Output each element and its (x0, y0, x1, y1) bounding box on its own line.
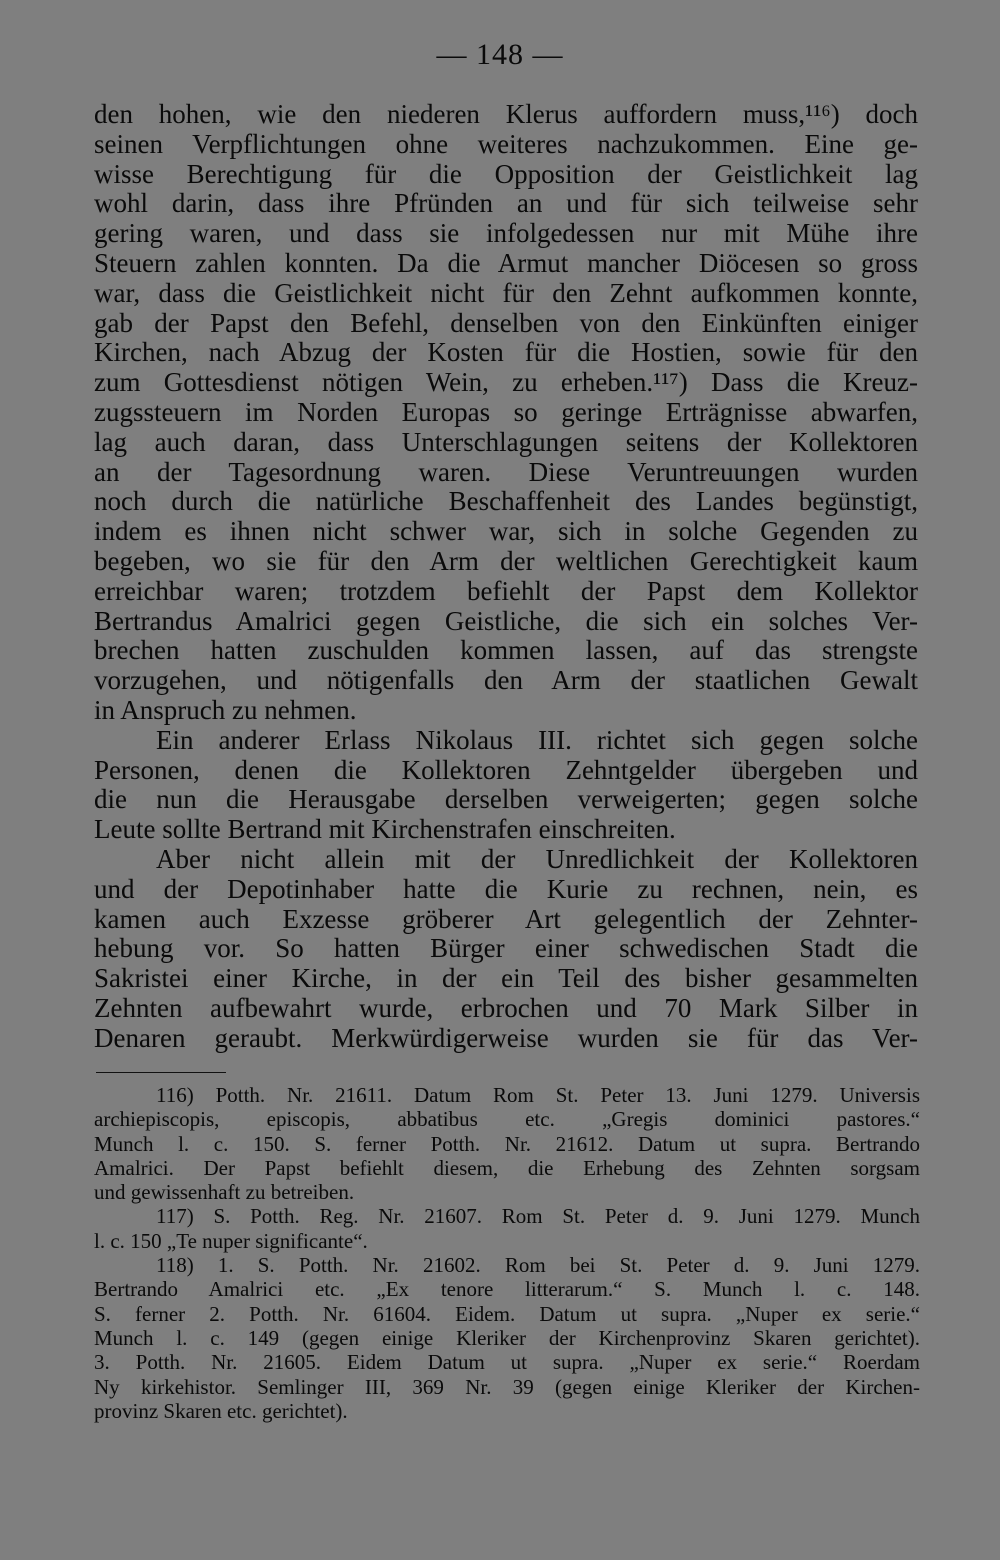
footnote-line: Bertrando Amalrici etc. „Ex tenore litterarum.“ S. Munch l. c. 148. (94, 1277, 920, 1302)
body-line: gab der Papst den Befehl, denselben von den Einkünften einiger (94, 307, 918, 338)
body-line: vorzugehen, und nötigenfalls den Arm der staatlichen Gewalt (94, 665, 918, 696)
body-line: Sakristei einer Kirche, in der ein Teil des bisher gesammelten (94, 963, 918, 994)
paragraph-start-line: Ein anderer Erlass Nikolaus III. richtet sich gegen solche (156, 724, 918, 755)
body-line: in Anspruch zu nehmen. (94, 694, 357, 725)
body-line: erreichbar waren; trotzdem befiehlt der Papst dem Kollektor (94, 575, 918, 606)
body-line: gering waren, und dass sie infolgedessen nur mit Mühe ihre (94, 218, 918, 249)
footnote-line: und gewissenhaft zu betreiben. (94, 1180, 355, 1205)
body-line: lag auch daran, dass Unterschlagungen seitens der Kollektoren (94, 426, 918, 457)
body-line: war, dass die Geistlichkeit nicht für den Zehnt aufkommen konnte, (94, 277, 918, 308)
body-line: kamen auch Exzesse gröberer Art gelegentlich der Zehnter- (94, 903, 918, 934)
body-line: hebung vor. So hatten Bürger einer schwedischen Stadt die (94, 933, 918, 964)
footnote-line: Ny kirkehistor. Semlinger III, 369 Nr. 39 (gegen einige Kleriker der Kirchen- (94, 1374, 920, 1399)
body-text (94, 100, 918, 1054)
body-line: und der Depotinhaber hatte die Kurie zu rechnen, nein, es (94, 873, 918, 904)
body-line: Zehnten aufbewahrt wurde, erbrochen und 70 Mark Silber in (94, 992, 918, 1023)
footnote-line: provinz Skaren etc. gerichtet). (94, 1398, 348, 1423)
footnote-divider (96, 1072, 226, 1073)
paragraph-start-line: Aber nicht allein mit der Unredlichkeit der Kollektoren (156, 843, 918, 874)
footnote-line: Amalrici. Der Papst befiehlt diesem, die Erhebung des Zehnten sorgsam (94, 1155, 920, 1180)
body-line: den hohen, wie den niederen Klerus auffordern muss,¹¹⁶) doch (94, 99, 918, 129)
body-line: brechen hatten zuschulden kommen lassen, auf das strengste (94, 635, 918, 666)
footnote-line: 118) 1. S. Potth. Nr. 21602. Rom bei St. Peter d. 9. Juni 1279. (156, 1253, 920, 1278)
footnote-line: 116) Potth. Nr. 21611. Datum Rom St. Peter 13. Juni 1279. Universis (156, 1083, 920, 1107)
footnote-line: l. c. 150 „Te nuper significante“. (94, 1228, 368, 1253)
body-line: begeben, wo sie für den Arm der weltlichen Gerechtigkeit kaum (94, 545, 918, 576)
body-line: Leute sollte Bertrand mit Kirchenstrafen einschreiten. (94, 814, 676, 845)
body-line: Steuern zahlen konnten. Da die Armut mancher Diöcesen so gross (94, 247, 918, 278)
body-line: noch durch die natürliche Beschaffenheit des Landes begünstigt, (94, 486, 918, 517)
footnote-line: 117) S. Potth. Reg. Nr. 21607. Rom St. Peter d. 9. Juni 1279. Munch (156, 1204, 920, 1229)
body-line: an der Tagesordnung waren. Diese Veruntreuungen wurden (94, 456, 918, 487)
body-line: wohl darin, dass ihre Pfründen an und für sich teilweise sehr (94, 188, 918, 219)
footnote-line: Munch l. c. 150. S. ferner Potth. Nr. 21612. Datum ut supra. Bertrando (94, 1131, 920, 1156)
body-line: Denaren geraubt. Merkwürdigerweise wurden sie für das Ver- (94, 1022, 918, 1053)
body-line: Bertrandus Amalrici gegen Geistliche, die sich ein solches Ver- (94, 605, 918, 636)
body-line: die nun die Herausgabe derselben verweigerten; gegen solche (94, 784, 918, 815)
body-line: Personen, denen die Kollektoren Zehntgelder übergeben und (94, 754, 918, 785)
footnotes (94, 1083, 920, 1423)
body-line: zugssteuern im Norden Europas so geringe Erträgnisse abwarfen, (94, 396, 918, 427)
body-line: seinen Verpflichtungen ohne weiteres nachzukommen. Eine ge- (94, 128, 918, 159)
body-line: indem es ihnen nicht schwer war, sich in solche Gegenden zu (94, 516, 918, 547)
footnote-line: 3. Potth. Nr. 21605. Eidem Datum ut supra. „Nuper ex serie.“ Roerdam (94, 1350, 920, 1375)
footnote-line: archiepiscopis, episcopis, abbatibus etc. „Gregis dominici pastores.“ (94, 1107, 920, 1132)
page-number: — 148 — (436, 38, 564, 71)
body-line: Kirchen, nach Abzug der Kosten für die Hostien, sowie für den (94, 337, 918, 368)
body-line: zum Gottesdienst nötigen Wein, zu erheben.¹¹⁷) Dass die Kreuz- (94, 367, 918, 398)
footnote-line: Munch l. c. 149 (gegen einige Kleriker der Kirchenprovinz Skaren gerichtet). (94, 1325, 920, 1350)
footnote-line: S. ferner 2. Potth. Nr. 61604. Eidem. Datum ut supra. „Nuper ex serie.“ (94, 1301, 920, 1326)
body-line: wisse Berechtigung für die Opposition der Geistlichkeit lag (94, 158, 918, 189)
